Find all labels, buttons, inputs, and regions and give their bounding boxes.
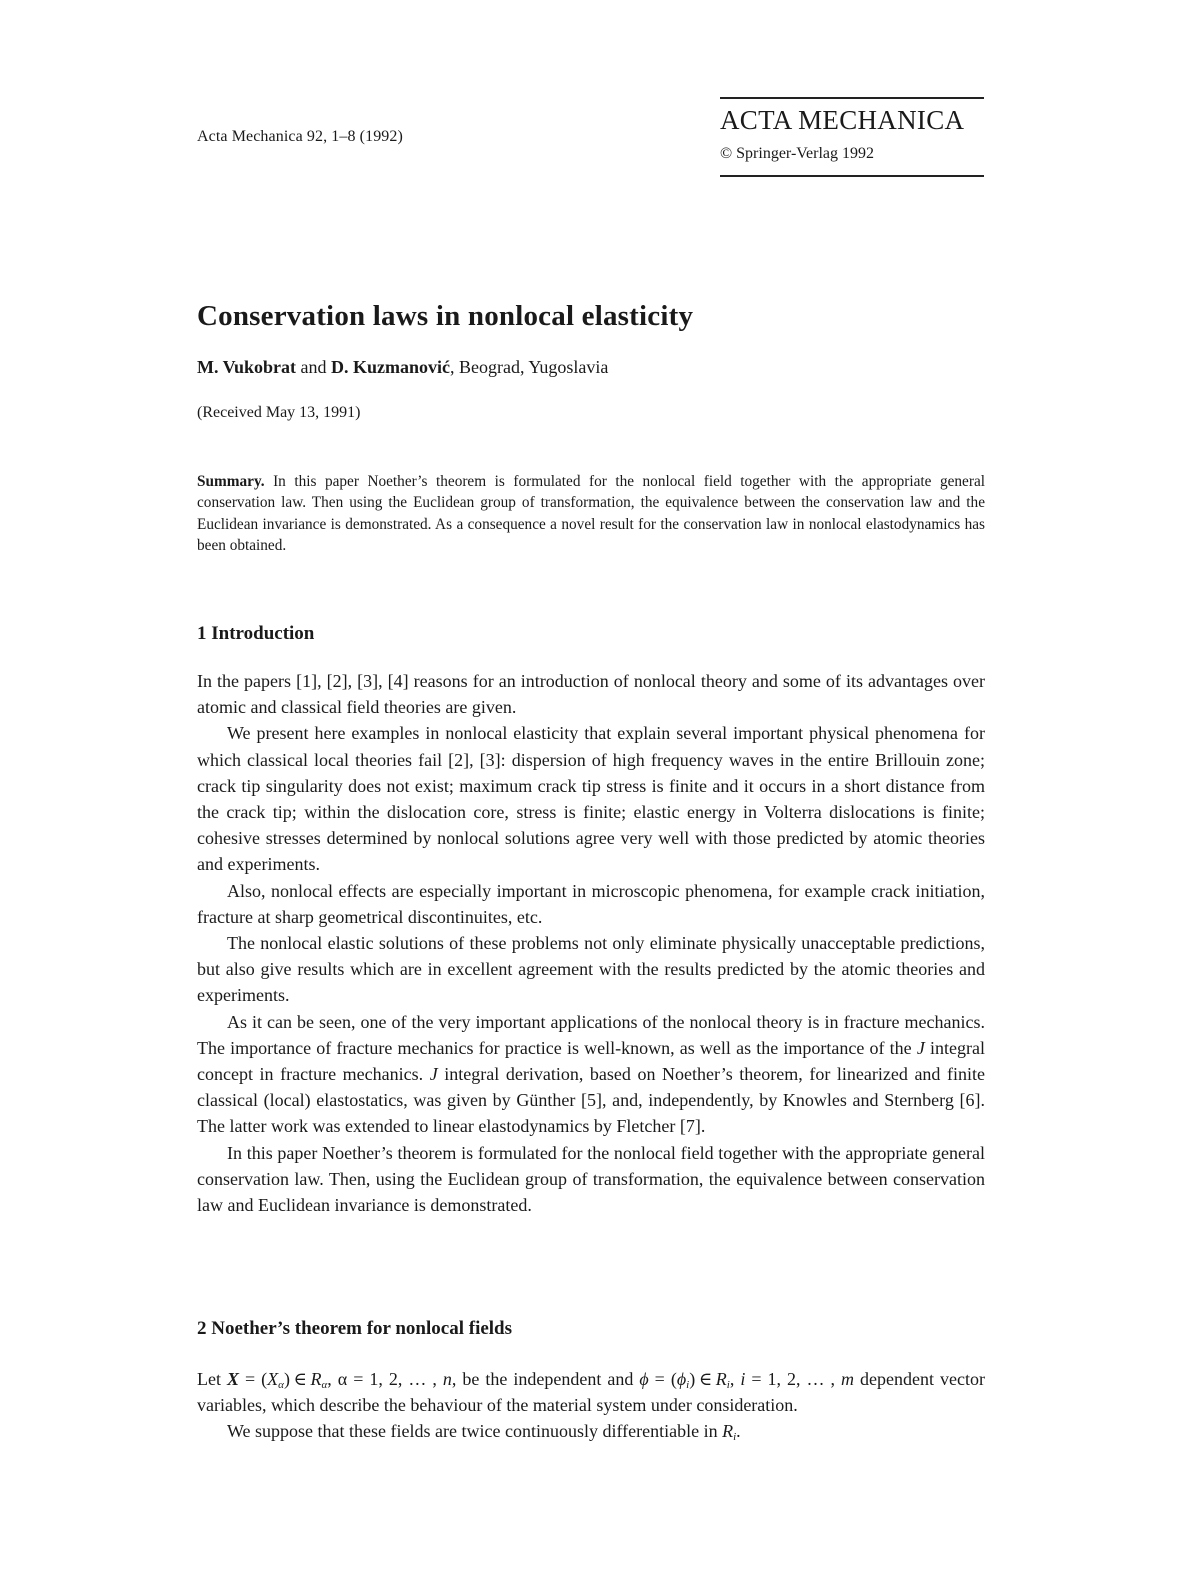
masthead-top-rule: [720, 97, 984, 99]
text-run: = (: [648, 1369, 677, 1389]
math-symbol: ϕ: [639, 1369, 649, 1389]
author-line: [197, 357, 608, 378]
text-run: integral concept in fracture mechanics.: [197, 1037, 985, 1085]
text-run: ) ∈: [283, 1369, 311, 1389]
math-subscript: i: [686, 1379, 690, 1391]
text-run: , be the independent and: [451, 1369, 640, 1389]
math-symbol: ϕ: [676, 1369, 687, 1389]
math-symbol: R: [722, 1421, 734, 1442]
journal-name: ACTA MECHANICA: [720, 105, 965, 135]
text-run: .: [736, 1421, 741, 1442]
math-subscript: α: [278, 1379, 284, 1391]
math-symbol: R: [310, 1369, 322, 1389]
math-subscript: α: [321, 1379, 328, 1391]
paragraph: [197, 1009, 985, 1140]
abstract: [197, 471, 985, 556]
math-symbol: J: [916, 1037, 925, 1058]
affiliation: , Beograd, Yugoslavia: [450, 357, 609, 377]
paragraph: Also, nonlocal effects are especially important in microscopic phenomena, for example crack initiation, fracture at sharp geometrical discontinuites, etc.: [197, 880, 985, 927]
section-body: [197, 1366, 985, 1445]
math-symbol: J: [429, 1064, 438, 1085]
math-symbol: i: [740, 1369, 746, 1389]
math-symbol: X: [227, 1369, 240, 1389]
paragraph: [197, 1366, 985, 1418]
math-subscript: i: [726, 1379, 730, 1391]
masthead-bottom-rule: [720, 175, 984, 177]
text-run: = (: [239, 1369, 268, 1389]
author-joiner: and: [296, 357, 332, 377]
publisher-copyright: © Springer-Verlag 1992: [720, 145, 875, 162]
text-run: As it can be seen, one of the very important applications of the nonlocal theory is in fracture mechanics. The importance of fracture mechanics for practice is well-known, as well as the importance of the: [197, 1011, 985, 1058]
text-run: integral derivation, based on Noether’s theorem, for linearized and finite classical (local) elastostatics, was given by Günther [5], and, independently, by Knowles and Sternberg [6]. The latter work was extended to linear elastodynamics by Fletcher [7].: [197, 1064, 985, 1137]
math-symbol: R: [715, 1369, 727, 1389]
text-run: ) ∈: [689, 1369, 716, 1389]
math-symbol: n: [442, 1369, 452, 1389]
abstract-label: Summary.: [197, 473, 265, 490]
section-heading: 2 Noether’s theorem for nonlocal fields: [197, 1318, 513, 1339]
text-run: = 1, 2, … ,: [745, 1369, 842, 1389]
math-symbol: X: [267, 1369, 279, 1389]
journal-citation: Acta Mechanica 92, 1–8 (1992): [197, 128, 403, 145]
math-subscript: i: [733, 1431, 737, 1444]
received-date: (Received May 13, 1991): [197, 404, 361, 421]
text-run: , α = 1, 2, … ,: [327, 1369, 443, 1389]
paragraph: The nonlocal elastic solutions of these problems not only eliminate physically unacceptable predictions, but also give results which are in excellent agreement with the results predicted by the atomic theories and experiments.: [197, 933, 985, 1006]
section-heading: 1 Introduction: [197, 623, 315, 644]
author-name: D. Kuzmanović: [331, 357, 451, 377]
text-run: We suppose that these fields are twice continuously differentiable in: [227, 1421, 723, 1442]
journal-masthead: [720, 97, 984, 177]
author-name: M. Vukobrat: [197, 357, 297, 377]
paragraph: In the papers [1], [2], [3], [4] reasons for an introduction of nonlocal theory and some of its advantages over atomic and classical field theories are given.: [197, 671, 985, 718]
paragraph: [197, 1418, 985, 1444]
section-body: [197, 668, 985, 1218]
paragraph: We present here examples in nonlocal elasticity that explain several important physical phenomena for which classical local theories fail [2], [3]: dispersion of high frequency waves in the entire Brillouin zone; crack tip singularity does not exist; maximum crack tip stress is finite and it occurs in a short distance from the crack tip; within the dislocation core, stress is finite; elastic energy in Volterra dislocations is finite; cohesive stresses determined by nonlocal solutions agree very well with those predicted by atomic theories and experiments.: [197, 723, 985, 875]
math-symbol: m: [841, 1369, 855, 1389]
abstract-text: In this paper Noether’s theorem is formulated for the nonlocal field together with the appropriate general conservation law. Then using the Euclidean group of transformation, the equivalence between the conservation law and the Euclidean invariance is demonstrated. As a consequence a novel result for the conservation law in nonlocal elastodynamics has been obtained.: [197, 473, 985, 554]
text-run: Let: [197, 1369, 227, 1389]
text-run: ,: [729, 1369, 741, 1389]
paper-title: Conservation laws in nonlocal elasticity: [197, 300, 694, 332]
text-run: dependent vector variables, which describe the behaviour of the material system under consideration.: [197, 1369, 985, 1416]
paragraph: In this paper Noether’s theorem is formulated for the nonlocal field together with the appropriate general conservation law. Then, using the Euclidean group of transformation, the equivalence between conservation law and Euclidean invariance is demonstrated.: [197, 1142, 985, 1216]
